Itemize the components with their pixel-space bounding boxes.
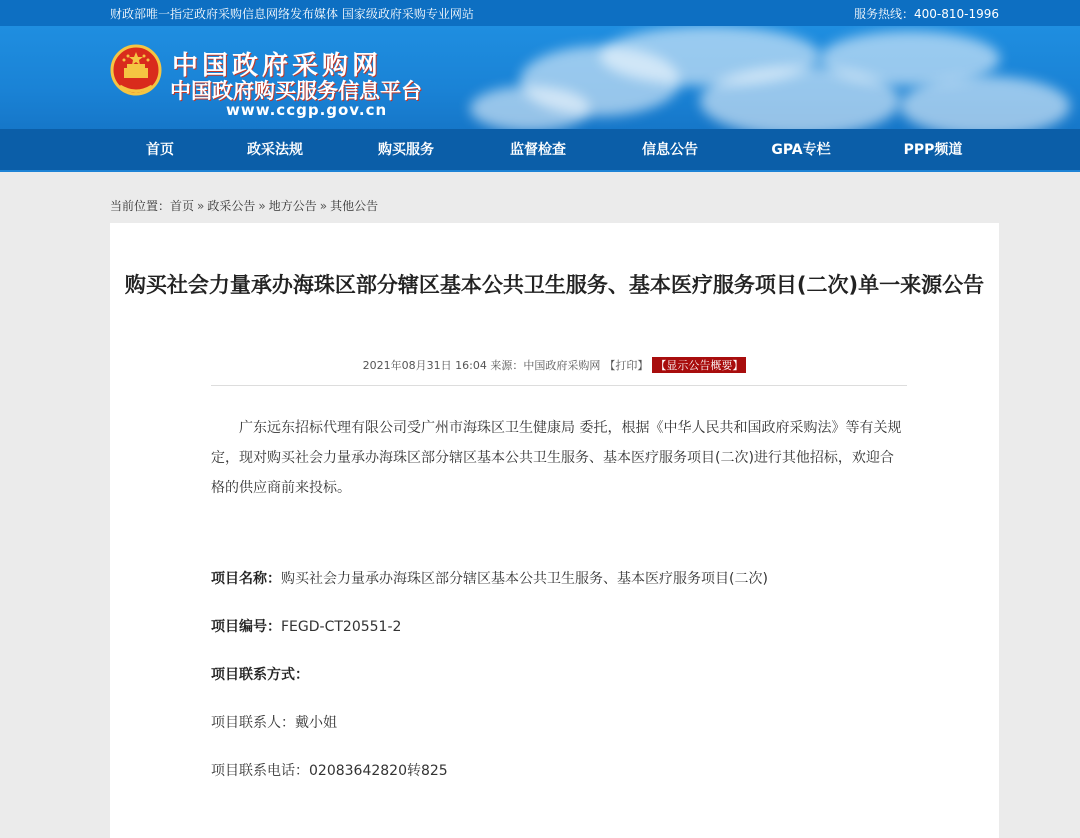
breadcrumb-other-notices[interactable]: 其他公告: [330, 199, 379, 213]
breadcrumb-separator: »: [197, 199, 205, 213]
contact-phone-value: 02083642820转825: [309, 763, 448, 779]
article-date-source: 2021年08月31日 16:04 来源：中国政府采购网: [362, 359, 601, 372]
nav-purchase-services[interactable]: 购买服务: [378, 142, 434, 158]
project-name-value: 购买社会力量承办海珠区部分辖区基本公共卫生服务、基本医疗服务项目(二次): [281, 571, 768, 587]
show-summary-button[interactable]: 【显示公告概要】: [652, 357, 746, 373]
contact-phone-label: 项目联系电话：: [211, 763, 309, 779]
project-number-value: FEGD-CT20551-2: [281, 619, 402, 635]
breadcrumb-separator: »: [319, 199, 328, 213]
breadcrumb-prefix: 当前位置：: [110, 199, 171, 213]
contact-person-value: 戴小姐: [295, 715, 337, 731]
breadcrumb-home[interactable]: 首页: [170, 199, 195, 213]
nav-announcements[interactable]: 信息公告: [642, 142, 698, 158]
nav-supervision[interactable]: 监督检查: [510, 142, 566, 158]
main-nav: [0, 129, 1080, 172]
site-logo-title[interactable]: 中国政府采购网: [172, 51, 383, 81]
nav-procurement-law[interactable]: 政采法规: [247, 142, 303, 158]
contact-person-row: [211, 712, 337, 732]
nav-ppp[interactable]: PPP频道: [903, 142, 963, 158]
divider: [211, 385, 907, 386]
top-info-bar: [0, 0, 1080, 26]
project-number-label: 项目编号：: [211, 619, 281, 635]
national-emblem-icon[interactable]: [110, 44, 162, 98]
breadcrumb-local-notices[interactable]: 地方公告: [268, 199, 317, 213]
breadcrumb-procurement-notices[interactable]: 政采公告: [207, 199, 256, 213]
article-title: 购买社会力量承办海珠区部分辖区基本公共卫生服务、基本医疗服务项目(二次)单一来源公告: [124, 273, 985, 297]
article-intro: 广东远东招标代理有限公司受广州市海珠区卫生健康局 委托，根据《中华人民共和国政府采购法》等有关规定，现对购买社会力量承办海珠区部分辖区基本公共卫生服务、基本医疗服务项目(二次)进行其他招标，欢迎合格的供应商前来投标。: [211, 420, 902, 496]
nav-home[interactable]: 首页: [146, 142, 174, 158]
project-name-row: [211, 568, 768, 588]
article-meta: [110, 357, 999, 373]
print-link[interactable]: 【打印】: [604, 359, 649, 372]
breadcrumb-separator: »: [258, 199, 266, 213]
project-number-row: [211, 616, 401, 636]
header-banner: [0, 26, 1080, 129]
contact-heading: 项目联系方式：: [211, 667, 309, 683]
nav-gpa[interactable]: GPA专栏: [771, 142, 831, 158]
contact-person-label: 项目联系人：: [211, 715, 295, 731]
contact-heading-row: [211, 664, 309, 684]
site-slogan: 财政部唯一指定政府采购信息网络发布媒体 国家级政府采购专业网站: [110, 7, 474, 21]
service-hotline: 服务热线：400-810-1996: [853, 7, 999, 21]
contact-phone-row: [211, 760, 448, 780]
project-name-label: 项目名称：: [211, 571, 281, 587]
site-logo-url: www.ccgp.gov.cn: [226, 101, 388, 119]
breadcrumb: [110, 197, 378, 214]
site-logo-subtitle: 中国政府购买服务信息平台: [170, 79, 422, 103]
article-panel: [110, 223, 999, 838]
